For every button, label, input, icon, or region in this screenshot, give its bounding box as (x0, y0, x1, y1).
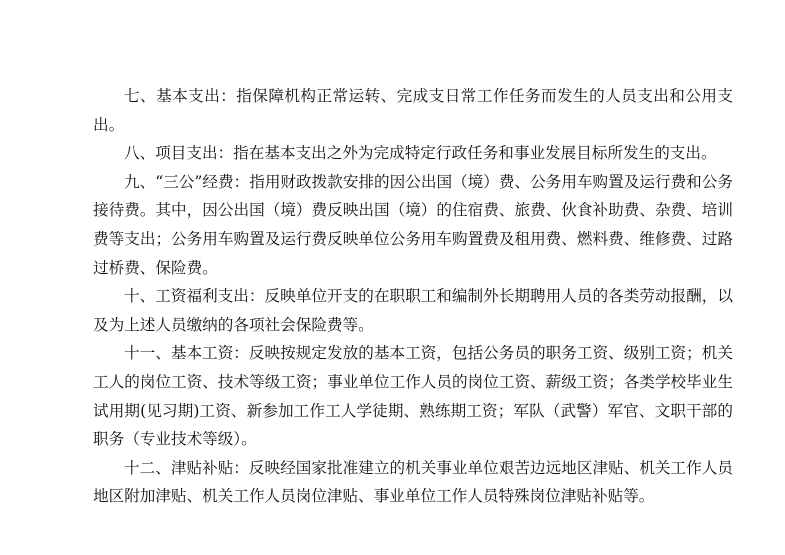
paragraph-three-public-expenses: 九、“三公”经费：指用财政拨款安排的因公出国（境）费、公务用车购置及运行费和公务接待费。其中，因公出国（境）费反映出国（境）的住宿费、旅费、伙食补助费、杂费、培训费等支出；公务用车购置及运行费反映单位公务用车购置费及租用费、燃料费、维修费、过路过桥费、保险费。 (93, 172, 733, 277)
document-body (93, 82, 733, 511)
paragraph-salary-welfare: 十、工资福利支出：反映单位开支的在职职工和编制外长期聘用人员的各类劳动报酬，以及为上述人员缴纳的各项社会保险费等。 (93, 287, 733, 334)
paragraph-basic-salary: 十一、基本工资：反映按规定发放的基本工资，包括公务员的职务工资、级别工资；机关工人的岗位工资、技术等级工资；事业单位工作人员的岗位工资、薪级工资；各类学校毕业生试用期(见习期)工资、新参加工作工人学徒期、熟练期工资；军队（武警）军官、文职干部的职务（专业技术等级）。 (93, 344, 733, 449)
paragraph-project-expenditure: 八、项目支出：指在基本支出之外为完成特定行政任务和事业发展目标所发生的支出。 (124, 144, 717, 163)
paragraph-basic-expenditure: 七、基本支出：指保障机构正常运转、完成支日常工作任务而发生的人员支出和公用支出。 (93, 87, 733, 134)
paragraph-allowances-subsidies: 十二、津贴补贴：反映经国家批准建立的机关事业单位艰苦边远地区津贴、机关工作人员地区附加津贴、机关工作人员岗位津贴、事业单位工作人员特殊岗位津贴补贴等。 (93, 458, 733, 506)
